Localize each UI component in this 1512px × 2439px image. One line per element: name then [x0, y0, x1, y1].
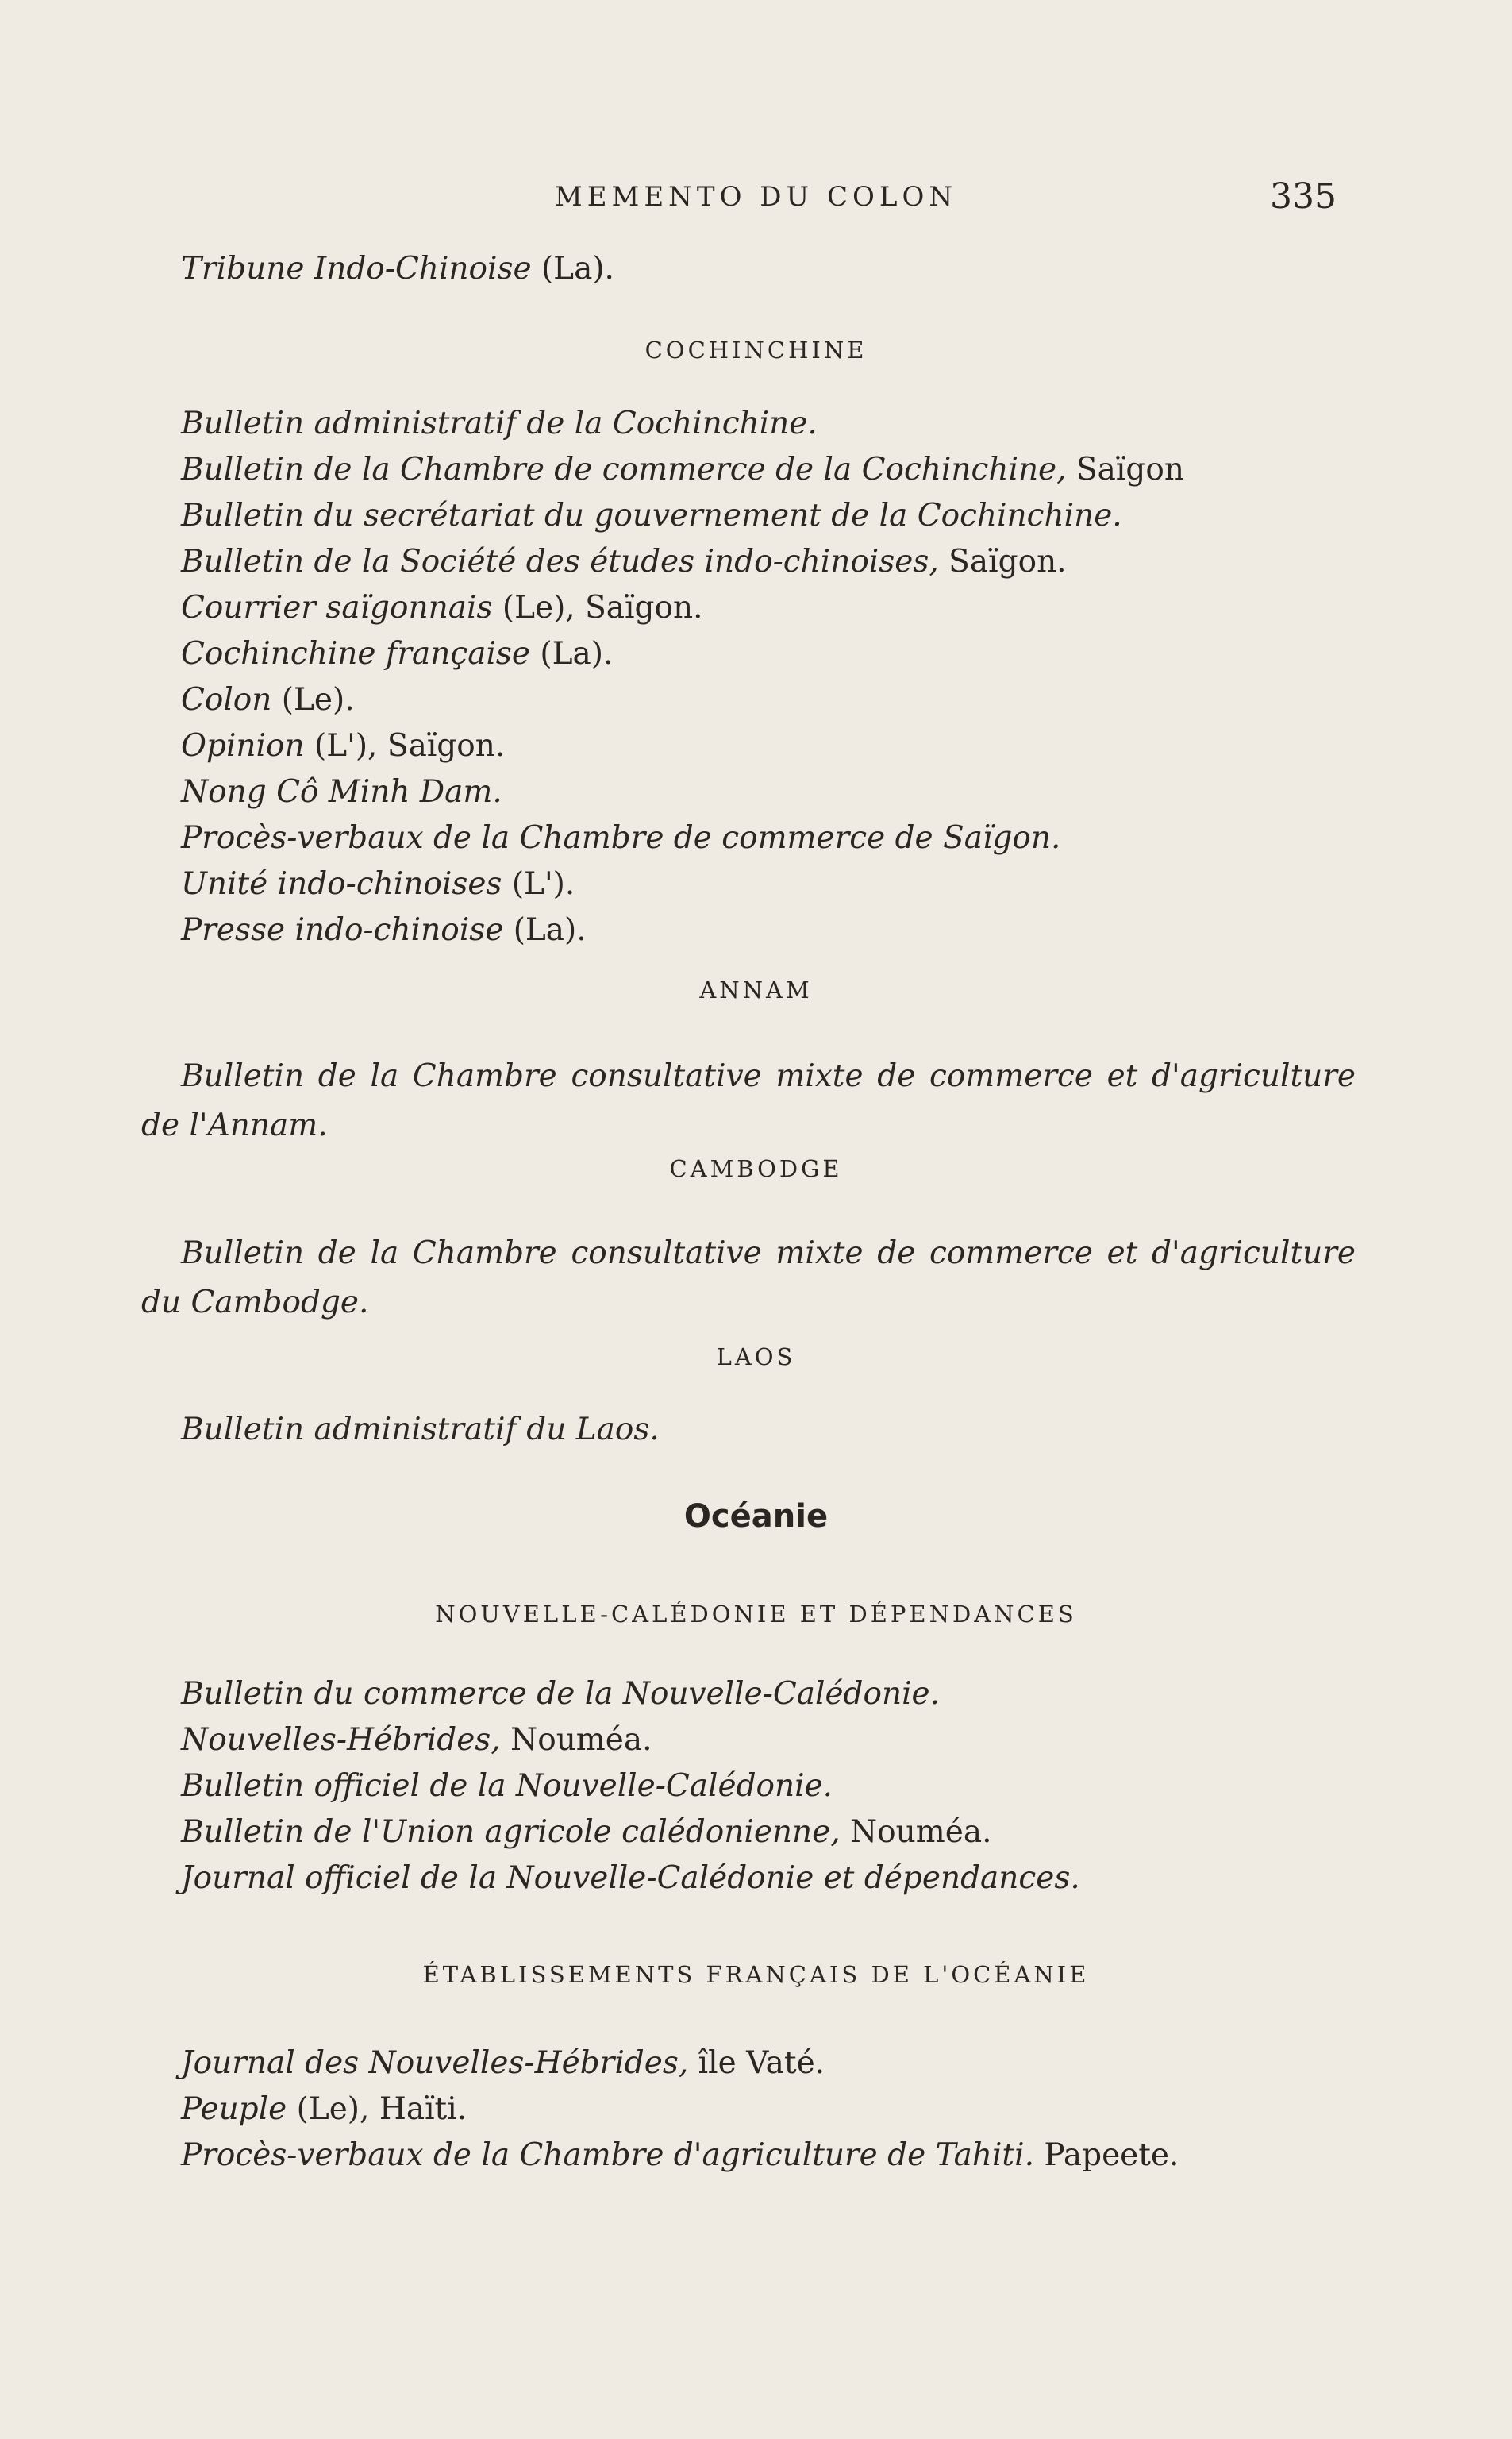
section-heading-nouvelle-caledonie: NOUVELLE-CALÉDONIE ET DÉPENDANCES	[435, 1601, 1077, 1628]
list-item	[181, 493, 1352, 539]
entry-title: Bulletin administratif de la Cochinchine.	[181, 406, 818, 441]
entry-title: Procès-verbaux de la Chambre de commerce de Saïgon.	[181, 820, 1061, 856]
list-item	[181, 769, 1352, 815]
entry-title: Bulletin de la Société des études indo-chinoises,	[181, 544, 939, 580]
entry-title: Unité indo-chinoises	[181, 866, 502, 902]
entry-suffix: Nouméa.	[500, 1722, 652, 1758]
entry-suffix: Nouméa.	[840, 1814, 992, 1850]
annam-entry: Bulletin de la Chambre consultative mixte de commerce et d'agriculture de l'Annam.	[141, 1058, 1356, 1143]
entry-suffix: Saïgon.	[938, 544, 1067, 580]
entry-title: Presse indo-chinoise	[181, 912, 504, 948]
section-heading-etablissements: ÉTABLISSEMENTS FRANÇAIS DE L'OCÉANIE	[422, 1961, 1090, 1988]
entry-title: Bulletin officiel de la Nouvelle-Calédonie.	[181, 1768, 833, 1804]
list-item	[181, 2086, 1352, 2133]
entry-title: Courrier saïgonnais	[181, 590, 493, 626]
section-heading-laos: LAOS	[716, 1343, 796, 1370]
cambodge-entry: Bulletin de la Chambre consultative mixte de commerce et d'agriculture du Cambodge.	[141, 1235, 1356, 1320]
list-item	[181, 861, 1352, 907]
list-item	[181, 2040, 1352, 2086]
list-item	[181, 1671, 1352, 1717]
list-item	[181, 677, 1352, 723]
entry-title: Journal des Nouvelles-Hébrides,	[181, 2045, 689, 2081]
entry-suffix: Papeete.	[1033, 2137, 1179, 2173]
entry-title: Bulletin de l'Union agricole calédonienne,	[181, 1814, 841, 1850]
page-number: 335	[1270, 176, 1337, 217]
entry-title: Cochinchine française	[181, 636, 531, 672]
list-item	[181, 1855, 1352, 1901]
list-item	[181, 539, 1352, 585]
entry-title: Nong Cô Minh Dam.	[181, 774, 502, 810]
list-item	[181, 1809, 1352, 1855]
entry-suffix: (La).	[530, 636, 614, 672]
entry-suffix: (La).	[541, 251, 614, 287]
list-item	[181, 1763, 1352, 1809]
laos-entry: Bulletin administratif du Laos.	[181, 1412, 660, 1447]
list-item	[181, 246, 1352, 292]
list-item	[181, 447, 1352, 493]
entry-suffix: (Le), Haïti.	[287, 2091, 467, 2127]
list-item	[181, 631, 1352, 677]
list-item	[181, 907, 1352, 954]
section-heading-annam: ANNAM	[699, 977, 813, 1004]
entry-suffix: Saïgon	[1066, 452, 1184, 487]
etablissements-list	[181, 2040, 1352, 2179]
entry-title: Colon	[181, 682, 272, 718]
entry-title: Procès-verbaux de la Chambre d'agriculture de Tahiti.	[181, 2137, 1034, 2173]
entry-suffix: (Le), Saïgon.	[492, 590, 703, 626]
nouvelle-caledonie-list	[181, 1671, 1352, 1901]
entry-title: Bulletin de la Chambre de commerce de la Cochinchine,	[181, 452, 1067, 487]
entry-suffix: (L').	[502, 866, 575, 902]
running-title: MEMENTO DU COLON	[554, 181, 958, 213]
entry-title: Bulletin du commerce de la Nouvelle-Calédonie.	[181, 1676, 941, 1712]
entry-title: Nouvelles-Hébrides,	[181, 1722, 501, 1758]
list-item	[181, 1717, 1352, 1763]
entry-title: Tribune Indo-Chinoise	[181, 251, 532, 287]
entry-suffix: (Le).	[271, 682, 355, 718]
entry-title: Peuple	[181, 2091, 287, 2127]
list-item	[181, 585, 1352, 631]
cochinchine-list	[181, 401, 1352, 954]
entry-title: Opinion	[181, 728, 305, 764]
intro-entry	[181, 246, 1352, 292]
section-heading-oceanie: Océanie	[683, 1498, 829, 1535]
list-item	[181, 2133, 1352, 2179]
list-item	[181, 723, 1352, 769]
entry-title: Journal officiel de la Nouvelle-Calédonie et dépendances.	[181, 1860, 1080, 1896]
list-item	[181, 401, 1352, 447]
list-item	[181, 815, 1352, 861]
entry-suffix: île Vaté.	[688, 2045, 825, 2081]
entry-title: Bulletin du secrétariat du gouvernement de la Cochinchine.	[181, 498, 1122, 534]
page-header	[0, 176, 1512, 216]
section-heading-cambodge: CAMBODGE	[669, 1155, 843, 1182]
section-heading-cochinchine: COCHINCHINE	[644, 337, 868, 364]
entry-suffix: (L'), Saïgon.	[304, 728, 506, 764]
entry-suffix: (La).	[503, 912, 587, 948]
